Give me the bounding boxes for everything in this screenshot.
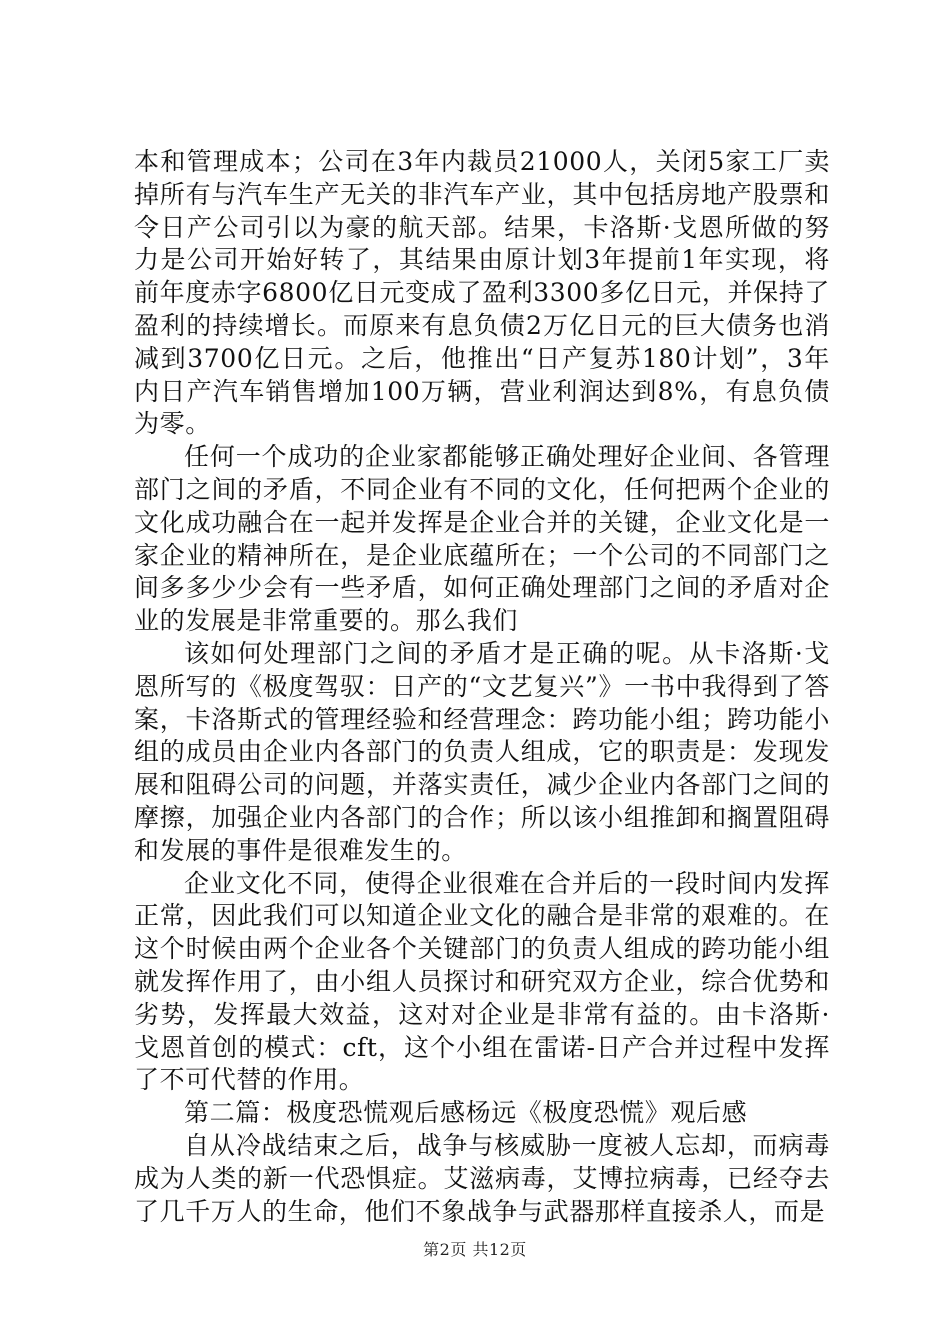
section-heading: 第二篇：极度恐慌观后感杨远《极度恐慌》观后感 bbox=[184, 1098, 748, 1128]
paragraph-continued: 本和管理成本；公司在3年内裁员21000人，关闭5家工厂卖掉所有与汽车生产无关的非汽车产业，其中包括房地产股票和令日产公司引以为豪的航天部。结果，卡洛斯·戈恩所做的努力是公司开始好转了，其结果由原计划3年提前1年实现，将前年度赤字6800亿日元变成了盈利3300多亿日元，并保持了盈利的持续增长。而原来有息负债2万亿日元的巨大债务也消减到3700亿日元。之后，他推出“日产复苏180计划”，3年内日产汽车销售增加100万辆，营业利润达到8%，有息负债为零。 bbox=[134, 147, 830, 439]
paragraph-virus: 自从冷战结束之后，战争与核威胁一度被人忘却，而病毒成为人类的新一代恐惧症。艾滋病毒，艾博拉病毒，已经夺去了几千万人的生命，他们不象战争与武器那样直接杀人，而是 bbox=[134, 1130, 830, 1226]
paragraph-cross-functional: 该如何处理部门之间的矛盾才是正确的呢。从卡洛斯·戈恩所写的《极度驾驭：日产的“文艺复兴”》一书中我得到了答案，卡洛斯式的管理经验和经营理念：跨功能小组；跨功能小组的成员由企业内各部门的负责人组成，它的职责是：发现发展和阻碍公司的问题，并落实责任，减少企业内各部门之间的摩擦，加强企业内各部门的合作；所以该小组推卸和搁置阻碍和发展的事件是很难发生的。 bbox=[134, 638, 830, 865]
document-body bbox=[134, 146, 830, 1228]
paragraph-culture: 企业文化不同，使得企业很难在合并后的一段时间内发挥正常，因此我们可以知道企业文化的融合是非常的艰难的。在这个时候由两个企业各个关键部门的负责人组成的跨功能小组就发挥作用了，由小组人员探讨和研究双方企业，综合优势和劣势，发挥最大效益，这对对企业是非常有益的。由卡洛斯·戈恩首创的模式：cft，这个小组在雷诺-日产合并过程中发挥了不可代替的作用。 bbox=[134, 868, 830, 1095]
paragraph-conflict: 任何一个成功的企业家都能够正确处理好企业间、各管理部门之间的矛盾，不同企业有不同的文化，任何把两个企业的文化成功融合在一起并发挥是企业合并的关键，企业文化是一家企业的精神所在，是企业底蕴所在；一个公司的不同部门之间多多少少会有一些矛盾，如何正确处理部门之间的矛盾对企业的发展是非常重要的。那么我们 bbox=[134, 442, 830, 636]
page-number-footer: 第2页 共12页 bbox=[423, 1240, 527, 1259]
